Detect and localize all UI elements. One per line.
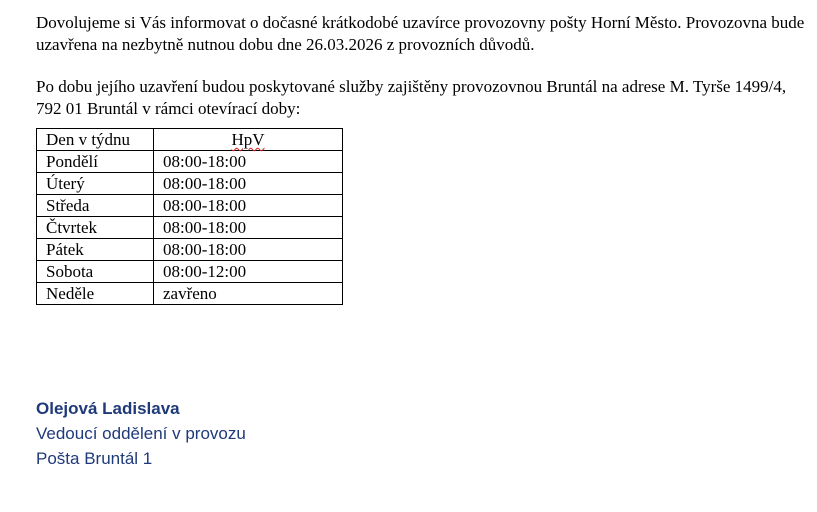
- table-row: [37, 195, 343, 217]
- table-row: [37, 151, 343, 173]
- header-hours: [154, 129, 343, 151]
- table-row: [37, 217, 343, 239]
- opening-hours-table: [36, 128, 343, 305]
- table-row: [37, 283, 343, 305]
- table-header-row: [37, 129, 343, 151]
- header-day: Den v týdnu: [37, 129, 154, 151]
- hours-cell: 08:00-18:00: [154, 217, 343, 239]
- day-cell: Pondělí: [37, 151, 154, 173]
- table-row: [37, 173, 343, 195]
- hours-cell: 08:00-18:00: [154, 151, 343, 173]
- hours-cell: 08:00-18:00: [154, 173, 343, 195]
- day-cell: Úterý: [37, 173, 154, 195]
- signature-name: Olejová Ladislava: [36, 399, 180, 418]
- header-hours-label: HpV: [231, 130, 265, 149]
- signature-office: Pošta Bruntál 1: [36, 449, 153, 468]
- signature-position: Vedoucí oddělení v provozu: [36, 424, 246, 443]
- notice-paragraph-2: Po dobu jejího uzavření budou poskytované služby zajištěny provozovnou Bruntál na adrese M. Tyrše 1499/4, 792 01 Bruntál v rámci otevírací doby:: [36, 77, 787, 118]
- day-cell: Pátek: [37, 239, 154, 261]
- hours-cell: zavřeno: [154, 283, 343, 305]
- table-row: [37, 239, 343, 261]
- day-cell: Neděle: [37, 283, 154, 305]
- hours-cell: 08:00-18:00: [154, 239, 343, 261]
- day-cell: Čtvrtek: [37, 217, 154, 239]
- hours-cell: 08:00-12:00: [154, 261, 343, 283]
- signature-block: [36, 396, 246, 471]
- table-row: [37, 261, 343, 283]
- day-cell: Středa: [37, 195, 154, 217]
- hours-cell: 08:00-18:00: [154, 195, 343, 217]
- notice-paragraph-1: Dovolujeme si Vás informovat o dočasné krátkodobé uzavírce provozovny pošty Horní Město. Provozovna bude uzavřena na nezbytně nutnou dobu dne 26.03.2026 z provozních důvodů.: [36, 13, 805, 54]
- day-cell: Sobota: [37, 261, 154, 283]
